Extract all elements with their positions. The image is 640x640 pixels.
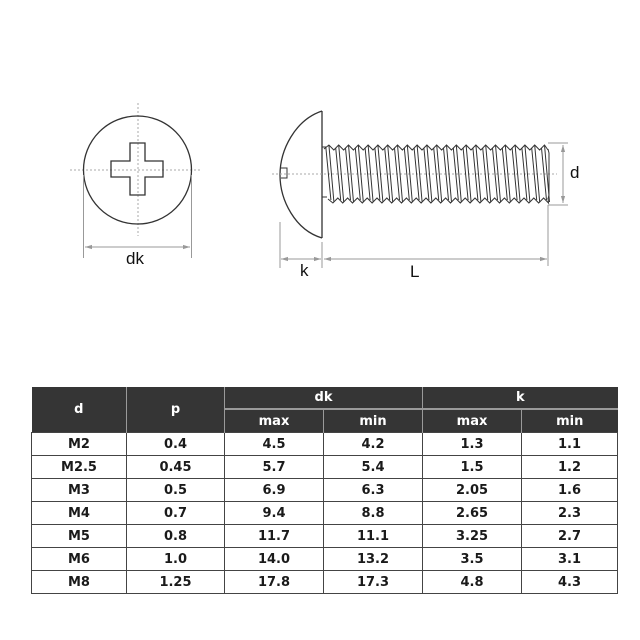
screw-side-view: [272, 111, 568, 268]
cell-dk-max: 17.8: [225, 571, 324, 594]
cell-k-min: 3.1: [522, 548, 618, 571]
cell-dk-min: 8.8: [324, 502, 423, 525]
cell-d: M4: [32, 502, 127, 525]
cell-d: M8: [32, 571, 127, 594]
cell-dk-min: 5.4: [324, 456, 423, 479]
table-row: [32, 502, 618, 525]
cell-dk-max: 14.0: [225, 548, 324, 571]
cell-p: 1.25: [127, 571, 225, 594]
cell-dk-max: 5.7: [225, 456, 324, 479]
label-k: k: [300, 261, 309, 280]
cell-k-max: 1.3: [423, 433, 522, 456]
cell-d: M6: [32, 548, 127, 571]
cell-k-max: 3.5: [423, 548, 522, 571]
cell-k-max: 3.25: [423, 525, 522, 548]
header-k: k: [423, 387, 618, 409]
table-row: [32, 456, 618, 479]
cell-k-min: 1.6: [522, 479, 618, 502]
cell-k-min: 4.3: [522, 571, 618, 594]
header-p: p: [127, 387, 225, 433]
cell-d: M5: [32, 525, 127, 548]
cell-k-min: 1.1: [522, 433, 618, 456]
cell-p: 0.5: [127, 479, 225, 502]
cell-dk-max: 4.5: [225, 433, 324, 456]
cell-k-max: 2.05: [423, 479, 522, 502]
cell-d: M2.5: [32, 456, 127, 479]
table-row: [32, 525, 618, 548]
cell-dk-max: 11.7: [225, 525, 324, 548]
header-k-max: max: [423, 409, 522, 433]
header-k-min: min: [522, 409, 618, 433]
header-dk: dk: [225, 387, 423, 409]
cell-p: 0.8: [127, 525, 225, 548]
cell-d: M3: [32, 479, 127, 502]
cell-dk-min: 11.1: [324, 525, 423, 548]
label-d: d: [570, 163, 580, 182]
header-d: d: [32, 387, 127, 433]
cell-dk-min: 13.2: [324, 548, 423, 571]
cell-dk-min: 4.2: [324, 433, 423, 456]
cell-dk-min: 6.3: [324, 479, 423, 502]
table-row: [32, 548, 618, 571]
cell-k-max: 2.65: [423, 502, 522, 525]
table-row: [32, 479, 618, 502]
cell-p: 0.45: [127, 456, 225, 479]
head-top-view: [70, 103, 202, 258]
phillips-cross-recess-icon: [111, 143, 163, 195]
cell-d: M2: [32, 433, 127, 456]
cell-k-min: 2.7: [522, 525, 618, 548]
cell-dk-max: 6.9: [225, 479, 324, 502]
cell-dk-max: 9.4: [225, 502, 324, 525]
label-dk: dk: [126, 249, 144, 268]
table-row: [32, 571, 618, 594]
cell-k-max: 4.8: [423, 571, 522, 594]
header-dk-min: min: [324, 409, 423, 433]
cell-p: 0.4: [127, 433, 225, 456]
cell-k-min: 1.2: [522, 456, 618, 479]
cell-p: 1.0: [127, 548, 225, 571]
header-dk-max: max: [225, 409, 324, 433]
cell-k-min: 2.3: [522, 502, 618, 525]
cell-dk-min: 17.3: [324, 571, 423, 594]
table-row: [32, 433, 618, 456]
cell-p: 0.7: [127, 502, 225, 525]
cell-k-max: 1.5: [423, 456, 522, 479]
label-l: L: [410, 262, 420, 281]
screw-spec-table: [31, 387, 618, 594]
